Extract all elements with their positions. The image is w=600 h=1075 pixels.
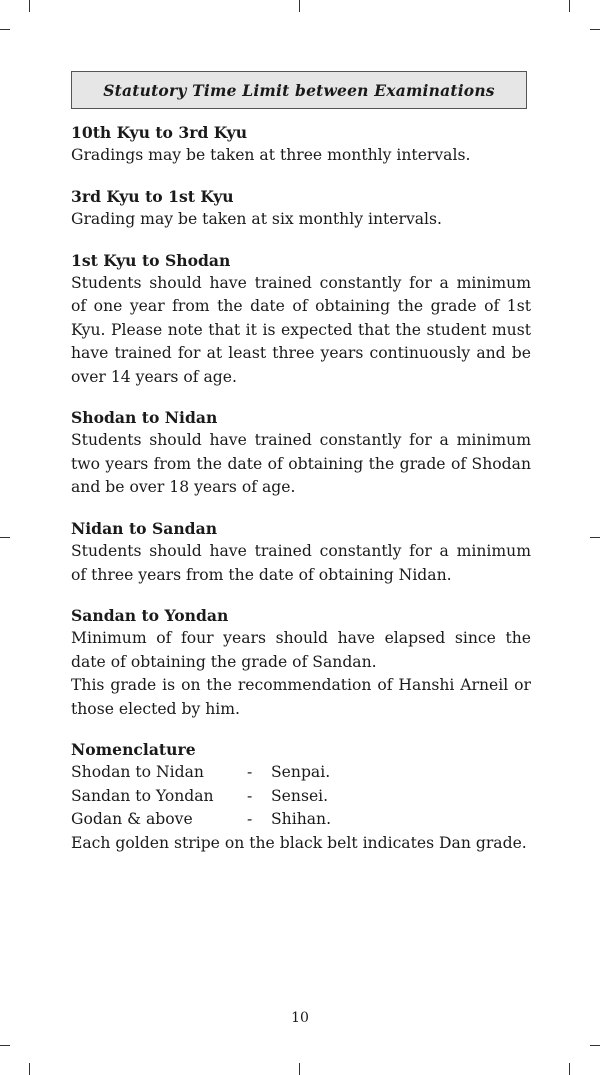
crop-mark [299,0,300,12]
section-shodan-to-nidan [71,406,531,500]
nomenclature-note: Each golden stripe on the black belt indicates Dan grade. [71,833,527,852]
crop-mark [29,1063,30,1075]
crop-mark [0,1045,10,1046]
section-3rd-to-1st-kyu [71,185,531,232]
section-heading: Shodan to Nidan [71,408,218,428]
crop-mark [569,1063,570,1075]
section-text: Gradings may be taken at three monthly intervals. [71,146,471,165]
section-nidan-to-sandan [71,517,531,587]
section-heading: Sandan to Yondan [71,605,229,625]
nomenclature-dash: - [247,763,253,782]
section-text-recommendation: This grade is on the recommendation of Hanshi Arneil or those elected by him. [71,676,531,718]
page-number: 10 [291,1010,309,1026]
crop-mark [590,1045,600,1046]
section-text: Minimum of four years should have elapsed since the date of obtaining the grade of Sandan. [71,629,531,671]
crop-mark [29,0,30,12]
section-sandan-to-yondan [71,604,531,721]
section-10th-to-3rd-kyu [71,121,531,168]
crop-mark [0,29,10,30]
section-heading: Nomenclature [71,739,196,759]
crop-mark [299,1063,300,1075]
section-text: Students should have trained constantly for a minimum two years from the date of obtaining the grade of Shodan and be over 18 years of age. [71,431,531,497]
section-heading: 1st Kyu to Shodan [71,250,231,270]
section-heading: Nidan to Sandan [71,518,218,538]
nomenclature-row [71,808,531,831]
nomenclature-row [71,761,531,784]
section-text: Students should have trained constantly for a minimum of one year from the date of obtaining the grade of 1st Kyu. Please note that it is expected that the student must have trained for at least three years continuously and be over 14 years of age. [71,274,531,386]
page-title-box [71,71,527,109]
section-text: Students should have trained constantly for a minimum of three years from the date of obtaining Nidan. [71,542,531,584]
nomenclature-title: Senpai. [271,763,331,782]
nomenclature-title: Shihan. [271,810,332,829]
nomenclature-grade: Godan & above [71,810,193,829]
nomenclature-row [71,785,531,808]
section-heading: 3rd Kyu to 1st Kyu [71,186,234,206]
page-title: Statutory Time Limit between Examinations [103,80,495,100]
document-body [71,121,531,872]
nomenclature-dash: - [247,810,253,829]
section-heading: 10th Kyu to 3rd Kyu [71,123,248,142]
nomenclature-dash: - [247,786,253,805]
nomenclature-grade: Sandan to Yondan [71,786,214,805]
crop-mark [0,537,10,538]
crop-mark [590,537,600,538]
crop-mark [569,0,570,12]
section-nomenclature [71,738,531,855]
section-text: Grading may be taken at six monthly intervals. [71,210,442,229]
nomenclature-title: Sensei. [271,786,329,805]
crop-mark [590,29,600,30]
nomenclature-grade: Shodan to Nidan [71,763,204,782]
section-1st-kyu-to-shodan [71,249,531,389]
